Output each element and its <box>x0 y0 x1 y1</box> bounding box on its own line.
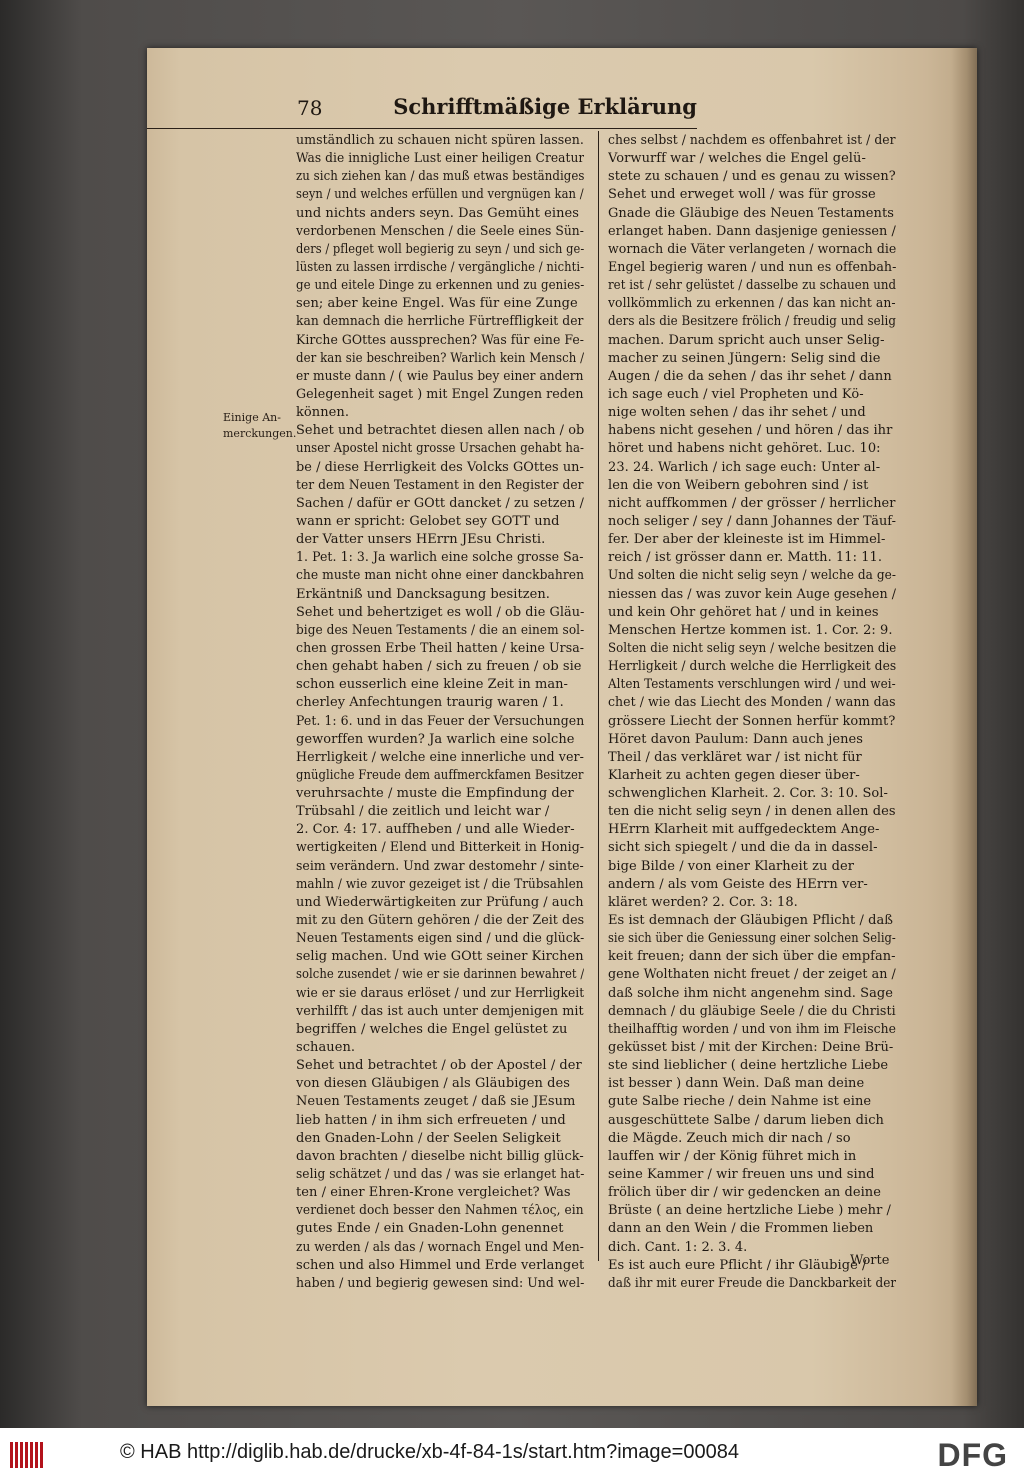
text-line: schen und also Himmel und Erde verlanget <box>296 1257 584 1273</box>
text-line: Sehet und betrachtet diesen allen nach / ob <box>296 423 584 439</box>
text-line: wornach die Väter verlangeten / wornach die <box>608 241 896 257</box>
text-line: che muste man nicht ohne einer danckbahren <box>296 568 584 584</box>
text-line: Engel begierig waren / und nun es offenbah- <box>608 259 897 275</box>
text-line: zu sich ziehen kan / das muß etwas beständiges <box>296 169 585 185</box>
text-line: ret ist / sehr gelüstet / dasselbe zu schauen und <box>608 278 897 294</box>
text-line: sicht sich spiegelt / und die da in dassel- <box>608 840 878 856</box>
text-line: der Vatter unsers HErrn JEsu Christi. <box>296 532 546 548</box>
text-line: noch seliger / sey / dann Johannes der Täuf- <box>608 513 897 529</box>
text-line: selig schätzet / und das / was sie erlanget hat- <box>296 1167 584 1183</box>
text-line: chet / wie das Liecht des Monden / wann das <box>608 695 896 711</box>
text-line: schon eusserlich eine kleine Zeit in man- <box>296 677 569 693</box>
column-divider <box>598 131 599 1261</box>
text-line: lüsten zu lassen irrdische / vergängliche / nichti- <box>296 259 585 275</box>
text-line: Kirche GOttes aussprechen? Was für eine Fe- <box>296 332 585 348</box>
right-text-column <box>608 132 896 1293</box>
running-title: Schrifftmäßige Erklärung <box>393 94 697 119</box>
text-line: verdorbenen Menschen / die Seele eines Sün- <box>296 223 584 239</box>
text-line: ausgeschüttete Salbe / darum lieben dich <box>608 1112 884 1128</box>
text-line: gnügliche Freude dem auffmerckfamen Besitzer <box>296 767 584 783</box>
text-line: habens nicht gesehen / und hören / das ihr <box>608 423 893 439</box>
text-line: machen. Darum spricht auch unser Selig- <box>608 332 885 348</box>
text-line: HErrn Klarheit mit auffgedecktem Ange- <box>608 822 880 838</box>
footer-copyright-link[interactable]: © HAB http://diglib.hab.de/drucke/xb-4f-84-1s/start.htm?image=00084 <box>120 1441 739 1463</box>
margin-note-line: merckungen. <box>223 427 297 440</box>
text-line: unser Apostel nicht grosse Ursachen gehabt ha- <box>296 441 584 457</box>
hab-barcode-icon <box>10 1442 46 1468</box>
text-line: Solten die nicht selig seyn / welche besitzen die <box>608 640 897 656</box>
text-line: macher zu seinen Jüngern: Selig sind die <box>608 350 881 366</box>
text-line: veruhrsachte / muste die Empfindung der <box>296 786 574 802</box>
text-line: Erkäntniß und Dancksagung besitzen. <box>296 586 550 602</box>
text-line: und Wiederwärtigkeiten zur Prüfung / auch <box>296 894 584 910</box>
text-line: sie sich über die Geniessung einer solchen Selig- <box>608 931 896 947</box>
page-header <box>147 92 697 129</box>
text-line: Neuen Testaments zeuget / daß sie JEsum <box>296 1094 576 1110</box>
text-line: Sehet und erweget woll / was für grosse <box>608 187 876 203</box>
text-line: davon brachten / dieselbe nicht billig glück- <box>296 1148 584 1164</box>
text-line: seine Kammer / wir freuen uns und sind <box>608 1167 875 1183</box>
text-line: erlanget haben. Dann dasjenige geniessen / <box>608 223 896 239</box>
text-line: können. <box>296 405 349 421</box>
text-line: geküsset bist / mit der Kirchen: Deine Brü- <box>608 1040 894 1056</box>
text-line: daß solche ihm nicht angenehm sind. Sage <box>608 985 894 1001</box>
page-edge-shadow <box>951 48 977 1406</box>
text-line: Klarheit zu achten gegen dieser über- <box>608 767 860 783</box>
text-line: selig machen. Und wie GOtt seiner Kirchen <box>296 949 584 965</box>
text-line: Es ist demnach der Gläubigen Pflicht / daß <box>608 913 894 929</box>
text-line: den Gnaden-Lohn / der Seelen Seligkeit <box>296 1130 561 1146</box>
text-line: bige des Neuen Testaments / die an einem sol- <box>296 622 584 638</box>
text-line: cherley Anfechtungen traurig waren / 1. <box>296 695 564 711</box>
text-line: chen grossen Erbe Theil hatten / keine Ursa- <box>296 640 584 656</box>
text-line: Brüste ( an deine hertzliche Liebe ) mehr / <box>608 1203 891 1219</box>
text-line: Menschen Hertze kommen ist. 1. Cor. 2: 9. <box>608 622 893 638</box>
footer-bar <box>0 1428 1024 1481</box>
text-line: ter dem Neuen Testament in den Register der <box>296 477 584 493</box>
text-line: andern / als vom Geiste des HErrn ver- <box>608 876 868 892</box>
text-line: bige Bilde / von einer Klarheit zu der <box>608 858 854 874</box>
text-line: ste sind lieblicher ( deine hertzliche Liebe <box>608 1058 889 1074</box>
text-line: nige wolten sehen / das ihr sehet / und <box>608 405 866 421</box>
text-line: ten / einer Ehren-Krone vergleichet? Was <box>296 1185 571 1201</box>
text-line: wertigkeiten / Elend und Bitterkeit in Honig- <box>296 840 584 856</box>
text-line: kan demnach die herrliche Fürtreffligkeit der <box>296 314 584 330</box>
text-line: niessen das / was zuvor kein Auge gesehen / <box>608 586 896 602</box>
text-line: begriffen / welches die Engel gelüstet zu <box>296 1021 568 1037</box>
text-line: und kein Ohr gehöret hat / und in keines <box>608 604 879 620</box>
text-line: solche zusendet / wie er sie darinnen bewahret / <box>296 967 584 983</box>
text-line: ich sage euch / viel Propheten und Kö- <box>608 386 864 402</box>
dfg-logo: DFG <box>937 1437 1008 1473</box>
text-line: 23. 24. Warlich / ich sage euch: Unter al- <box>608 459 881 475</box>
text-line: umständlich zu schauen nicht spüren lassen. <box>296 133 584 148</box>
text-line: Trübsahl / die zeitlich und leicht war / <box>296 804 550 820</box>
text-line: be / diese Herrligkeit des Volcks GOttes un- <box>296 459 584 475</box>
text-line: keit freuen; dann der sich über die empfan- <box>608 949 896 965</box>
text-line: grössere Liecht der Sonnen herfür kommt? <box>608 713 896 729</box>
catchword: Worte <box>850 1253 890 1268</box>
text-line: daß ihr mit eurer Freude die Danckbarkeit der <box>608 1275 896 1291</box>
text-line: fer. Der aber der kleineste ist im Himmel- <box>608 532 886 548</box>
text-line: demnach / du gläubige Seele / die du Christi <box>608 1003 896 1019</box>
text-line: geworffen wurden? Ja warlich eine solche <box>296 731 575 747</box>
text-line: schauen. <box>296 1040 356 1056</box>
text-line: dann an den Wein / die Frommen lieben <box>608 1221 874 1237</box>
text-line: wann er spricht: Gelobet sey GOTT und <box>296 513 560 529</box>
text-line: und nichts anders seyn. Das Gemüht eines <box>296 205 579 221</box>
text-line: sen; aber keine Engel. Was für eine Zunge <box>296 296 578 312</box>
text-line: ge und eitele Dinge zu erkennen und zu genies- <box>296 278 585 294</box>
text-line: haben / und begierig gewesen sind: Und wel- <box>296 1275 584 1291</box>
text-line: die Mägde. Zeuch mich dir nach / so <box>608 1130 851 1146</box>
text-line: stete zu schauen / und es genau zu wissen? <box>608 169 896 185</box>
text-line: lieb hatten / in ihm sich erfreueten / und <box>296 1112 566 1128</box>
text-line: Gnade die Gläubige des Neuen Testaments <box>608 205 894 221</box>
text-line: gene Wolthaten nicht freuet / der zeiget an / <box>608 967 896 983</box>
left-text-column <box>296 132 584 1293</box>
text-line: Sehet und betrachtet / ob der Apostel / der <box>296 1058 582 1074</box>
text-line: Es ist auch eure Pflicht / ihr Gläubige / <box>608 1257 867 1273</box>
text-line: höret und habens nicht gehöret. Luc. 10: <box>608 441 881 457</box>
text-line: Herrligkeit / welche eine innerliche und ver- <box>296 749 584 765</box>
text-line: von diesen Gläubigen / als Gläubigen des <box>296 1076 570 1092</box>
text-line: wie er sie daraus erlöset / und zur Herrligkeit <box>296 985 584 1001</box>
text-line: len die von Weibern gebohren sind / ist <box>608 477 869 493</box>
text-line: reich / ist grösser dann er. Matth. 11: 11. <box>608 550 883 566</box>
text-line: Und solten die nicht selig seyn / welche da ge- <box>608 568 896 584</box>
text-line: ten die nicht selig seyn / in denen allen des <box>608 804 896 820</box>
text-line: schwenglichen Klarheit. 2. Cor. 3: 10. Sol- <box>608 786 888 802</box>
margin-note <box>223 410 297 442</box>
text-line: Gelegenheit saget ) mit Engel Zungen reden <box>296 386 584 402</box>
text-line: verhilfft / das ist auch unter demjenigen mit <box>296 1003 584 1019</box>
text-line: Pet. 1: 6. und in das Feuer der Versuchungen <box>296 713 584 729</box>
text-line: frölich über dir / wir gedencken an deine <box>608 1185 881 1201</box>
text-line: vollkömmlich zu erkennen / das kan nicht an- <box>608 296 896 312</box>
text-line: ches selbst / nachdem es offenbahret ist / der <box>608 133 896 148</box>
text-line: gute Salbe rieche / dein Nahme ist eine <box>608 1094 872 1110</box>
text-line: dich. Cant. 1: 2. 3. 4. <box>608 1239 748 1255</box>
text-line: 2. Cor. 4: 17. auffheben / und alle Wieder- <box>296 822 575 838</box>
text-line: Sachen / dafür er GOtt dancket / zu setzen / <box>296 495 584 511</box>
text-line: verdienet doch besser den Nahmen τέλος, ein <box>296 1203 584 1219</box>
text-line: chen gehabt haben / sich zu freuen / ob sie <box>296 659 582 675</box>
text-line: Herrligkeit / durch welche die Herrligkeit des <box>608 659 896 675</box>
text-line: ders / pfleget woll begierig zu seyn / und sich ge- <box>296 241 585 257</box>
text-line: Vorwurff war / welches die Engel gelü- <box>608 151 866 167</box>
text-line: Alten Testaments verschlungen wird / und wei- <box>608 677 896 693</box>
text-line: gutes Ende / ein Gnaden-Lohn genennet <box>296 1221 564 1237</box>
text-line: kläret werden? 2. Cor. 3: 18. <box>608 894 798 910</box>
text-line: lauffen wir / der König führet mich in <box>608 1148 857 1164</box>
text-line: Was die innigliche Lust einer heiligen Creatur <box>296 151 584 167</box>
text-line: der kan sie beschreiben? Warlich kein Mensch / <box>296 350 585 366</box>
text-line: seyn / und welches erfüllen und vergnügen kan / <box>296 187 584 203</box>
text-line: theilhafftig worden / und von ihm im Fleische <box>608 1021 896 1037</box>
text-line: mahln / wie zuvor gezeiget ist / die Trübsahlen <box>296 876 584 892</box>
text-line: seim verändern. Und zwar destomehr / sinte- <box>296 858 584 874</box>
text-line: nicht auffkommen / der grösser / herrlicher <box>608 495 896 511</box>
text-line: zu werden / als das / wornach Engel und Men- <box>296 1239 584 1255</box>
text-line: er muste dann / ( wie Paulus bey einer andern <box>296 368 584 384</box>
margin-note-line: Einige An- <box>223 411 281 424</box>
text-line: Sehet und behertziget es woll / ob die Gläu- <box>296 604 585 620</box>
text-line: Theil / das verkläret war / ist nicht für <box>608 749 862 765</box>
text-line: ist besser ) dann Wein. Daß man deine <box>608 1076 865 1092</box>
text-line: mit zu den Gütern gehören / die der Zeit des <box>296 913 585 929</box>
text-line: Höret davon Paulum: Dann auch jenes <box>608 731 864 747</box>
text-line: 1. Pet. 1: 3. Ja warlich eine solche grosse Sa- <box>296 550 584 566</box>
text-line: ders als die Besitzere frölich / freudig und selig <box>608 314 896 330</box>
text-line: Neuen Testaments eigen sind / und die glück- <box>296 931 584 947</box>
page-number: 78 <box>297 96 323 120</box>
text-line: Augen / die da sehen / das ihr sehet / dann <box>608 368 892 384</box>
